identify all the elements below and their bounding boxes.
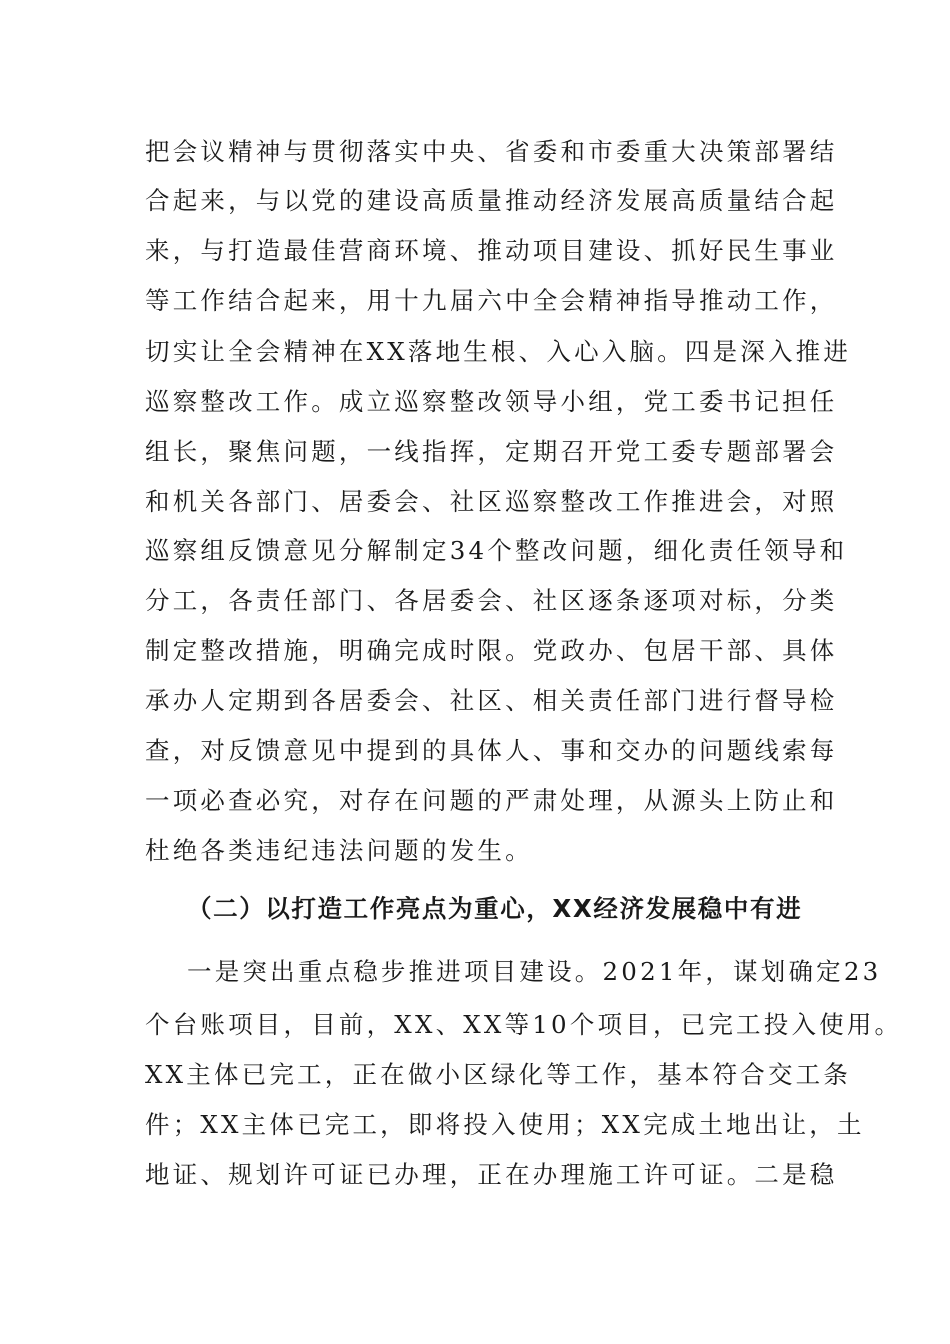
section-heading: （二）以打造工作亮点为重心，XX经济发展稳中有进 — [187, 894, 803, 923]
body-text-line: 把会议精神与贯彻落实中央、省委和市委重大决策部署结 — [145, 137, 838, 166]
body-text-line: 等工作结合起来，用十九届六中全会精神指导推动工作， — [145, 286, 838, 315]
body-text-line: 合起来，与以党的建设高质量推动经济发展高质量结合起 — [145, 186, 838, 215]
body-text-line: 分工，各责任部门、各居委会、社区逐条逐项对标，分类 — [145, 586, 838, 615]
body-text-line: 个台账项目，目前，XX、XX等10个项目，已完工投入使用。 — [145, 1010, 903, 1039]
body-text-line: 件；XX主体已完工，即将投入使用；XX完成土地出让，土 — [145, 1110, 865, 1139]
body-text-line: 一是突出重点稳步推进项目建设。2021年，谋划确定23 — [187, 957, 882, 986]
body-text-line: 切实让全会精神在XX落地生根、入心入脑。四是深入推进 — [145, 337, 852, 366]
body-text-line: 地证、规划许可证已办理，正在办理施工许可证。二是稳 — [145, 1160, 838, 1189]
body-text-line: 来，与打造最佳营商环境、推动项目建设、抓好民生事业 — [145, 236, 838, 265]
body-text-line: 组长，聚焦问题，一线指挥，定期召开党工委专题部署会 — [145, 437, 838, 466]
body-text-line: 制定整改措施，明确完成时限。党政办、包居干部、具体 — [145, 636, 838, 665]
body-text-line: 巡察整改工作。成立巡察整改领导小组，党工委书记担任 — [145, 387, 838, 416]
body-text-line: 一项必查必究，对存在问题的严肃处理，从源头上防止和 — [145, 786, 838, 815]
body-text-line: 巡察组反馈意见分解制定34个整改问题，细化责任领导和 — [145, 536, 848, 565]
body-text-line: 杜绝各类违纪违法问题的发生。 — [145, 836, 533, 865]
body-text-line: 查，对反馈意见中提到的具体人、事和交办的问题线索每 — [145, 736, 838, 765]
body-text-line: 和机关各部门、居委会、社区巡察整改工作推进会，对照 — [145, 487, 838, 516]
body-text-line: 承办人定期到各居委会、社区、相关责任部门进行督导检 — [145, 686, 838, 715]
body-text-line: XX主体已完工，正在做小区绿化等工作，基本符合交工条 — [145, 1060, 852, 1089]
